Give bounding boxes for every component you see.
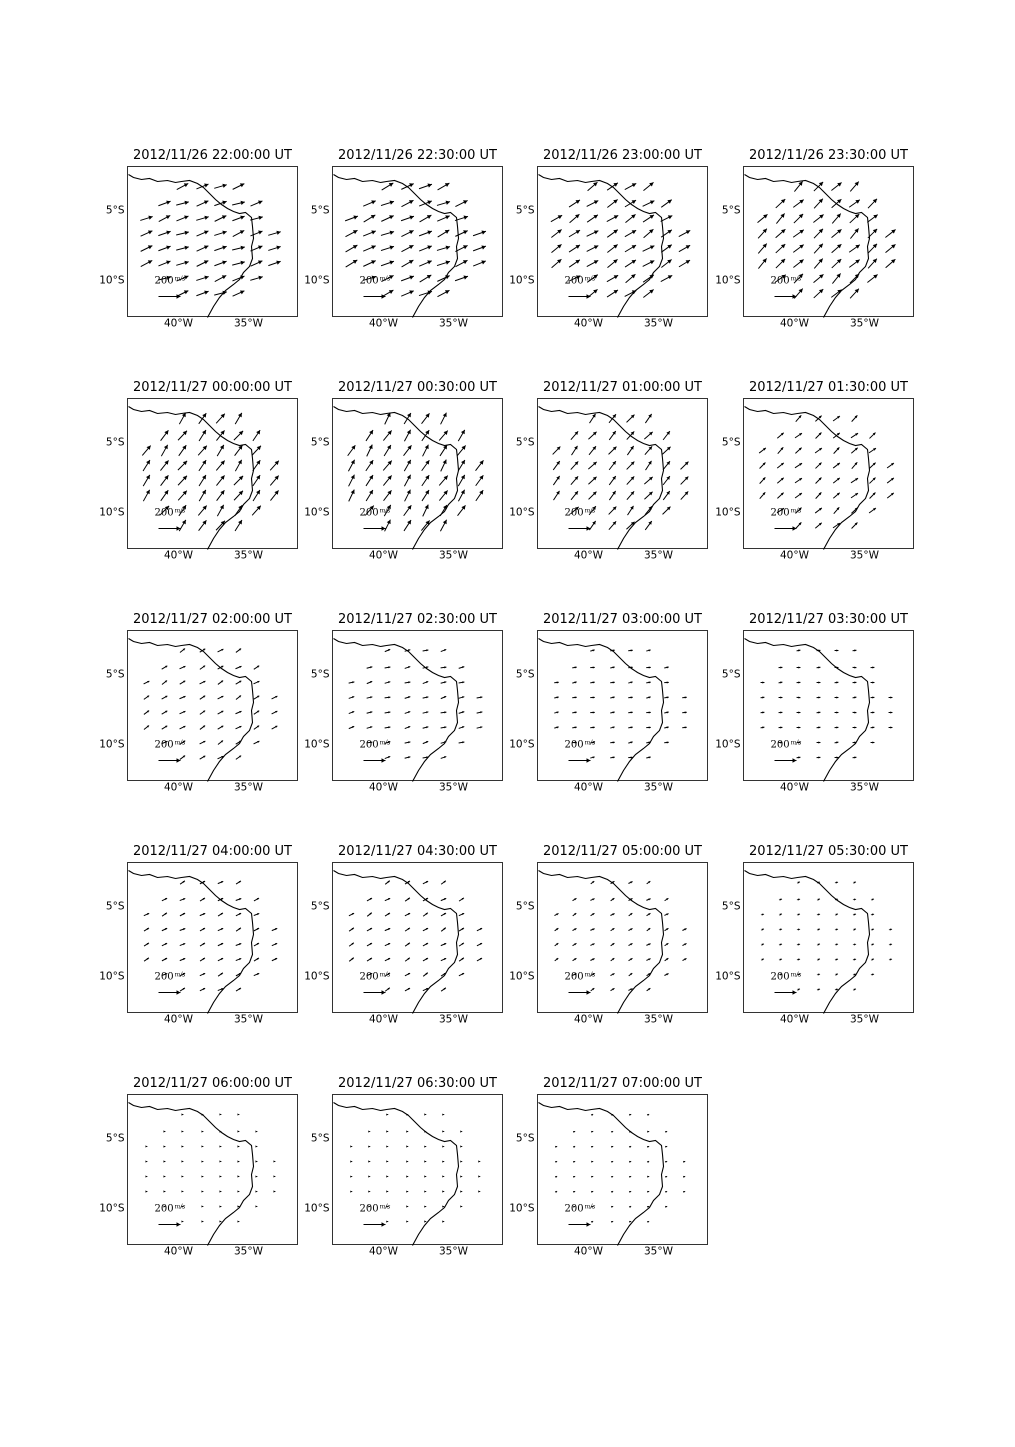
lat-tick-label: 10°S bbox=[715, 738, 741, 751]
lon-tick-label: 40°W bbox=[780, 781, 809, 794]
lon-tick-label: 35°W bbox=[234, 781, 263, 794]
panel-title: 2012/11/27 02:00:00 UT bbox=[132, 612, 293, 627]
panel-title: 2012/11/27 05:00:00 UT bbox=[542, 844, 703, 859]
reference-label: 200 bbox=[564, 507, 584, 519]
map-frame bbox=[333, 863, 503, 1013]
map-plot bbox=[509, 150, 747, 340]
lon-tick-label: 40°W bbox=[574, 1013, 603, 1026]
map-plot bbox=[509, 382, 747, 572]
lat-tick-label: 10°S bbox=[304, 506, 330, 519]
lon-tick-label: 35°W bbox=[439, 1013, 468, 1026]
lat-tick-label: 5°S bbox=[310, 436, 330, 449]
panel-title: 2012/11/27 07:00:00 UT bbox=[542, 1076, 703, 1091]
lat-tick-label: 5°S bbox=[515, 1132, 535, 1145]
reference-label: 200 bbox=[154, 507, 174, 519]
map-frame bbox=[744, 167, 914, 317]
lat-tick-label: 10°S bbox=[509, 274, 535, 287]
lat-tick-label: 10°S bbox=[304, 970, 330, 983]
lat-tick-label: 10°S bbox=[99, 506, 125, 519]
panel-title: 2012/11/26 23:30:00 UT bbox=[748, 148, 909, 163]
lat-tick-label: 5°S bbox=[310, 204, 330, 217]
lon-tick-label: 40°W bbox=[780, 317, 809, 330]
reference-unit: m/s bbox=[584, 507, 596, 515]
map-frame bbox=[128, 1095, 298, 1245]
map-panel bbox=[715, 844, 953, 1036]
map-plot bbox=[509, 846, 747, 1036]
map-plot bbox=[715, 846, 953, 1036]
lat-tick-label: 5°S bbox=[310, 1132, 330, 1145]
map-frame bbox=[128, 167, 298, 317]
map-panel bbox=[304, 844, 542, 1036]
reference-label: 200 bbox=[564, 971, 584, 983]
reference-label: 200 bbox=[770, 275, 790, 287]
panel-title: 2012/11/27 01:30:00 UT bbox=[748, 380, 909, 395]
reference-unit: m/s bbox=[174, 971, 186, 979]
map-plot bbox=[99, 846, 337, 1036]
map-panel bbox=[509, 380, 747, 572]
lon-tick-label: 35°W bbox=[439, 1245, 468, 1258]
lon-tick-label: 35°W bbox=[234, 1245, 263, 1258]
lat-tick-label: 5°S bbox=[310, 900, 330, 913]
map-panel bbox=[304, 380, 542, 572]
lon-tick-label: 40°W bbox=[369, 549, 398, 562]
map-panel bbox=[715, 380, 953, 572]
panel-title: 2012/11/27 06:30:00 UT bbox=[337, 1076, 498, 1091]
panel-title: 2012/11/26 23:00:00 UT bbox=[542, 148, 703, 163]
reference-label: 200 bbox=[770, 507, 790, 519]
map-plot bbox=[715, 382, 953, 572]
panel-title: 2012/11/26 22:30:00 UT bbox=[337, 148, 498, 163]
lon-tick-label: 35°W bbox=[850, 317, 879, 330]
map-plot bbox=[304, 614, 542, 804]
lon-tick-label: 40°W bbox=[164, 1245, 193, 1258]
lon-tick-label: 35°W bbox=[439, 781, 468, 794]
reference-unit: m/s bbox=[790, 971, 802, 979]
reference-unit: m/s bbox=[790, 507, 802, 515]
lon-tick-label: 35°W bbox=[234, 549, 263, 562]
lon-tick-label: 35°W bbox=[234, 317, 263, 330]
lon-tick-label: 40°W bbox=[574, 549, 603, 562]
panel-title: 2012/11/27 00:00:00 UT bbox=[132, 380, 293, 395]
map-panel bbox=[99, 1076, 337, 1268]
map-panel bbox=[304, 148, 542, 340]
map-plot bbox=[715, 614, 953, 804]
lat-tick-label: 10°S bbox=[304, 738, 330, 751]
map-frame bbox=[538, 1095, 708, 1245]
panel-title: 2012/11/27 01:00:00 UT bbox=[542, 380, 703, 395]
lon-tick-label: 40°W bbox=[164, 1013, 193, 1026]
reference-label: 200 bbox=[770, 971, 790, 983]
reference-unit: m/s bbox=[584, 971, 596, 979]
lon-tick-label: 40°W bbox=[369, 317, 398, 330]
map-panel bbox=[99, 380, 337, 572]
lat-tick-label: 5°S bbox=[515, 204, 535, 217]
lat-tick-label: 10°S bbox=[99, 1202, 125, 1215]
lat-tick-label: 5°S bbox=[105, 900, 125, 913]
lat-tick-label: 10°S bbox=[99, 970, 125, 983]
lat-tick-label: 5°S bbox=[105, 1132, 125, 1145]
map-frame bbox=[744, 863, 914, 1013]
lat-tick-label: 5°S bbox=[721, 668, 741, 681]
panel-title: 2012/11/27 05:30:00 UT bbox=[748, 844, 909, 859]
map-frame bbox=[128, 863, 298, 1013]
panel-title: 2012/11/27 02:30:00 UT bbox=[337, 612, 498, 627]
lon-tick-label: 35°W bbox=[644, 781, 673, 794]
reference-unit: m/s bbox=[379, 971, 391, 979]
lat-tick-label: 10°S bbox=[509, 738, 535, 751]
lat-tick-label: 10°S bbox=[715, 506, 741, 519]
reference-unit: m/s bbox=[174, 507, 186, 515]
lat-tick-label: 5°S bbox=[515, 436, 535, 449]
map-plot bbox=[99, 1078, 337, 1268]
lon-tick-label: 35°W bbox=[439, 549, 468, 562]
lat-tick-label: 10°S bbox=[715, 970, 741, 983]
reference-unit: m/s bbox=[790, 739, 802, 747]
lat-tick-label: 5°S bbox=[515, 900, 535, 913]
reference-label: 200 bbox=[154, 971, 174, 983]
reference-unit: m/s bbox=[379, 507, 391, 515]
reference-unit: m/s bbox=[379, 275, 391, 283]
map-panel bbox=[304, 1076, 542, 1268]
map-plot bbox=[99, 614, 337, 804]
map-plot bbox=[715, 150, 953, 340]
reference-unit: m/s bbox=[584, 275, 596, 283]
lon-tick-label: 35°W bbox=[850, 1013, 879, 1026]
lat-tick-label: 10°S bbox=[99, 274, 125, 287]
map-frame bbox=[744, 399, 914, 549]
map-panel bbox=[509, 148, 747, 340]
lat-tick-label: 10°S bbox=[509, 1202, 535, 1215]
reference-unit: m/s bbox=[790, 275, 802, 283]
lon-tick-label: 40°W bbox=[164, 317, 193, 330]
lon-tick-label: 40°W bbox=[574, 781, 603, 794]
lon-tick-label: 35°W bbox=[644, 317, 673, 330]
lat-tick-label: 5°S bbox=[310, 668, 330, 681]
map-frame bbox=[128, 631, 298, 781]
lat-tick-label: 10°S bbox=[715, 274, 741, 287]
lat-tick-label: 5°S bbox=[515, 668, 535, 681]
map-frame bbox=[333, 631, 503, 781]
lat-tick-label: 10°S bbox=[304, 274, 330, 287]
lon-tick-label: 35°W bbox=[644, 1013, 673, 1026]
reference-label: 200 bbox=[564, 739, 584, 751]
lat-tick-label: 5°S bbox=[721, 436, 741, 449]
reference-label: 200 bbox=[359, 275, 379, 287]
lat-tick-label: 10°S bbox=[304, 1202, 330, 1215]
map-plot bbox=[99, 150, 337, 340]
reference-unit: m/s bbox=[174, 275, 186, 283]
reference-unit: m/s bbox=[174, 739, 186, 747]
reference-label: 200 bbox=[770, 739, 790, 751]
reference-label: 200 bbox=[359, 1203, 379, 1215]
map-frame bbox=[333, 1095, 503, 1245]
lat-tick-label: 10°S bbox=[509, 970, 535, 983]
reference-label: 200 bbox=[564, 275, 584, 287]
reference-label: 200 bbox=[359, 507, 379, 519]
lon-tick-label: 40°W bbox=[369, 1013, 398, 1026]
map-plot bbox=[509, 1078, 747, 1268]
lon-tick-label: 40°W bbox=[574, 317, 603, 330]
map-frame bbox=[333, 167, 503, 317]
reference-unit: m/s bbox=[379, 739, 391, 747]
reference-label: 200 bbox=[359, 739, 379, 751]
map-panel bbox=[509, 612, 747, 804]
map-frame bbox=[538, 399, 708, 549]
lon-tick-label: 40°W bbox=[369, 781, 398, 794]
map-frame bbox=[333, 399, 503, 549]
lon-tick-label: 40°W bbox=[164, 781, 193, 794]
lat-tick-label: 5°S bbox=[105, 204, 125, 217]
lon-tick-label: 35°W bbox=[644, 549, 673, 562]
lon-tick-label: 40°W bbox=[780, 1013, 809, 1026]
lon-tick-label: 40°W bbox=[780, 549, 809, 562]
lat-tick-label: 10°S bbox=[99, 738, 125, 751]
map-plot bbox=[304, 1078, 542, 1268]
lat-tick-label: 5°S bbox=[105, 436, 125, 449]
panel-title: 2012/11/27 03:30:00 UT bbox=[748, 612, 909, 627]
panel-title: 2012/11/27 04:00:00 UT bbox=[132, 844, 293, 859]
map-panel bbox=[99, 844, 337, 1036]
map-plot bbox=[304, 382, 542, 572]
lon-tick-label: 40°W bbox=[574, 1245, 603, 1258]
map-plot bbox=[304, 150, 542, 340]
lat-tick-label: 5°S bbox=[721, 204, 741, 217]
map-frame bbox=[128, 399, 298, 549]
lat-tick-label: 5°S bbox=[721, 900, 741, 913]
map-panel bbox=[509, 1076, 747, 1268]
lon-tick-label: 35°W bbox=[644, 1245, 673, 1258]
map-panel bbox=[509, 844, 747, 1036]
panel-title: 2012/11/26 22:00:00 UT bbox=[132, 148, 293, 163]
reference-unit: m/s bbox=[584, 1203, 596, 1211]
map-frame bbox=[538, 167, 708, 317]
map-frame bbox=[744, 631, 914, 781]
map-panel bbox=[99, 148, 337, 340]
panel-title: 2012/11/27 06:00:00 UT bbox=[132, 1076, 293, 1091]
map-panel bbox=[304, 612, 542, 804]
reference-label: 200 bbox=[154, 275, 174, 287]
lon-tick-label: 40°W bbox=[369, 1245, 398, 1258]
map-plot bbox=[509, 614, 747, 804]
lon-tick-label: 35°W bbox=[850, 781, 879, 794]
map-panel bbox=[99, 612, 337, 804]
reference-unit: m/s bbox=[379, 1203, 391, 1211]
panel-title: 2012/11/27 03:00:00 UT bbox=[542, 612, 703, 627]
reference-label: 200 bbox=[154, 1203, 174, 1215]
map-plot bbox=[99, 382, 337, 572]
panel-title: 2012/11/27 00:30:00 UT bbox=[337, 380, 498, 395]
map-frame bbox=[538, 863, 708, 1013]
map-panel bbox=[715, 612, 953, 804]
reference-unit: m/s bbox=[174, 1203, 186, 1211]
lon-tick-label: 35°W bbox=[234, 1013, 263, 1026]
reference-label: 200 bbox=[359, 971, 379, 983]
reference-label: 200 bbox=[564, 1203, 584, 1215]
map-plot bbox=[304, 846, 542, 1036]
lat-tick-label: 10°S bbox=[509, 506, 535, 519]
panel-title: 2012/11/27 04:30:00 UT bbox=[337, 844, 498, 859]
reference-unit: m/s bbox=[584, 739, 596, 747]
lon-tick-label: 35°W bbox=[850, 549, 879, 562]
map-panel bbox=[715, 148, 953, 340]
lon-tick-label: 35°W bbox=[439, 317, 468, 330]
map-frame bbox=[538, 631, 708, 781]
lat-tick-label: 5°S bbox=[105, 668, 125, 681]
reference-label: 200 bbox=[154, 739, 174, 751]
lon-tick-label: 40°W bbox=[164, 549, 193, 562]
